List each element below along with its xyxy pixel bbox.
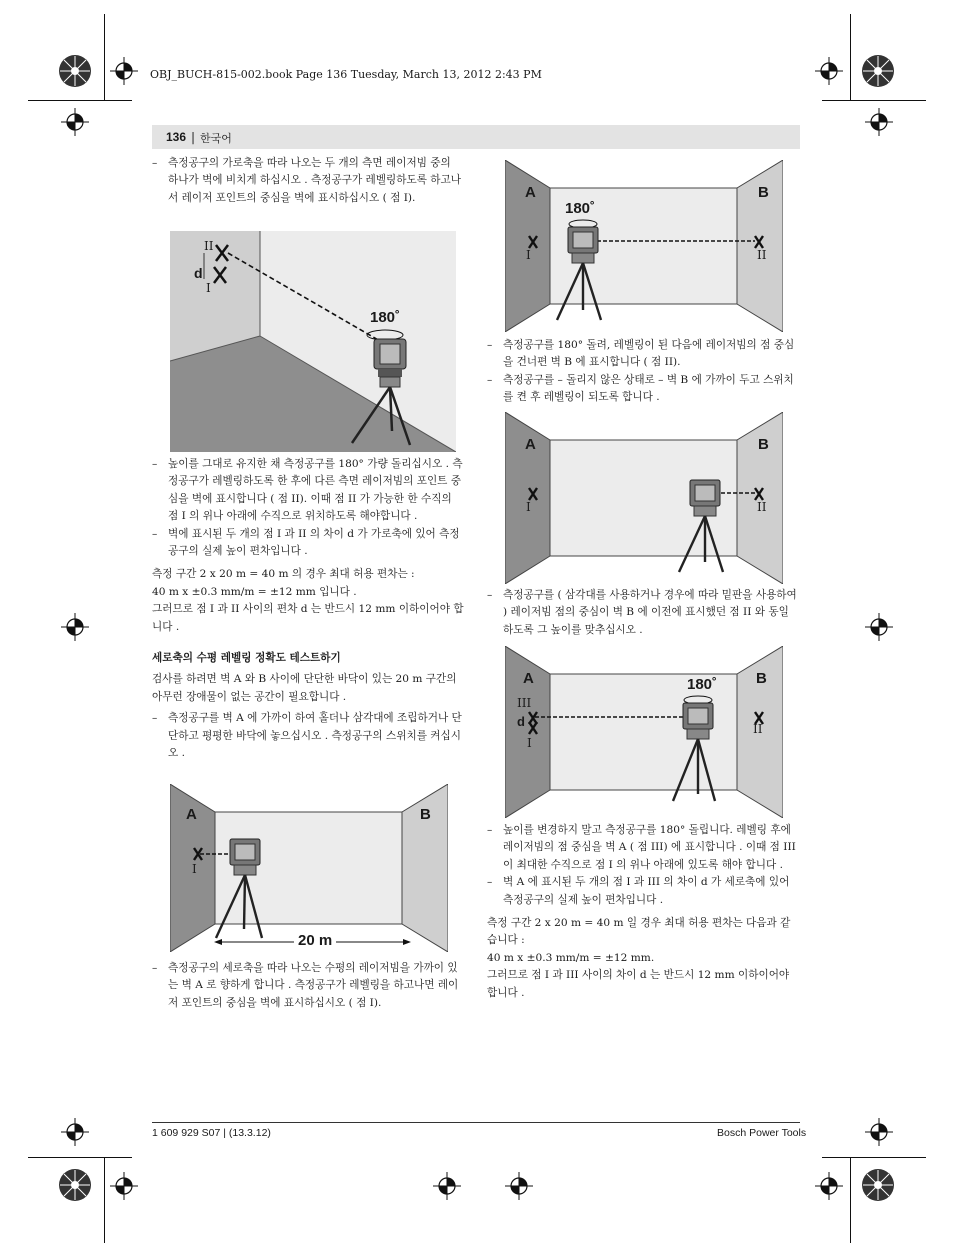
registration-crosshair-icon [505,1172,533,1200]
formula: 40 m x ±0.3 mm/m = ±12 mm. [487,951,655,964]
figure-label-point-ii: II [757,248,767,262]
registration-crosshair-icon [110,57,138,85]
wall-label-b: B [758,184,769,201]
registration-crosshair-icon [865,108,893,136]
registration-crosshair-icon [110,1172,138,1200]
figure-label-point-ii: II [204,239,214,253]
step-paragraph: – 측정공구의 가로축을 따라 나오는 두 개의 측면 레이저빔 중의 하나가 벽에 비치게 하십시오 . 측정공구가 레벨링하도록 하고나서 레이저 포인트의 중심을 벽에 표시하십시오 ( 점 I). [152,157,462,204]
registration-starburst-icon [861,54,895,88]
registration-crosshair-icon [61,1118,89,1146]
registration-crosshair-icon [865,1118,893,1146]
wall-label-a: A [186,806,197,823]
wall-label-a: A [525,184,536,201]
left-column-top [152,155,464,207]
crop-line [104,14,105,100]
paragraph: 측정 구간 2 x 20 m = 40 m 의 경우 최대 허용 편차는 : [152,568,415,581]
crop-line [822,1157,926,1158]
registration-starburst-icon [861,1168,895,1202]
step-paragraph: – 높이를 그대로 유지한 채 측정공구를 180° 가량 돌리십시오 . 측정공구가 레벨링하도록 한 후에 다른 측면 레이저빔의 포인트 중심을 벽에 표시합니다 ( 점 II). 이때 점 II 가 가능한 한 수직의 점 I 의 위나 아래에 수직으로 위치하도록 해야합니다 . [152,458,463,523]
paragraph: 검사를 하려면 벽 A 와 B 사이에 단단한 바닥이 있는 20 m 구간의 아무런 장애물이 없는 공간이 필요합니다 . [152,673,457,703]
registration-starburst-icon [58,54,92,88]
registration-crosshair-icon [61,613,89,641]
book-info: OBJ_BUCH-815-002.book Page 136 Tuesday, March 13, 2012 2:43 PM [150,68,542,81]
figure-5-rotate-180-mark-iii [505,646,783,818]
figure-label-d: d [517,714,525,729]
footer-rule [152,1122,800,1123]
paragraph: 그러므로 점 I 과 III 사이의 차이 d 는 반드시 12 mm 이하이어야 합니다 . [487,969,790,999]
page-number: 136 [166,130,187,144]
step-paragraph: – 측정공구를 180° 돌려, 레벨링이 된 다음에 레이저빔의 점 중심을 건너편 벽 B 에 표시합니다 ( 점 II). [487,339,795,369]
paragraph: 측정 구간 2 x 20 m = 40 m 일 경우 최대 허용 편차는 다음과 같습니다 : [487,917,791,947]
crop-line [850,1157,851,1243]
crop-line [850,14,851,100]
registration-crosshair-icon [865,613,893,641]
registration-starburst-icon [58,1168,92,1202]
figure-label-point-i: I [527,736,532,750]
header-language: 한국어 [200,132,232,145]
wall-label-b: B [758,436,769,453]
crop-line [28,100,132,101]
crop-line [822,100,926,101]
step-paragraph: – 높이를 변경하지 말고 측정공구를 180° 돌립니다. 레벨링 후에 레이저빔의 점 중심을 벽 A ( 점 III) 에 표시합니다 . 이때 점 III 이 최대한 수직으로 점 I 의 위나 아래에 있도록 해야 합니다 . [487,824,796,871]
wall-label-b: B [420,806,431,823]
figure-label-angle: 180˚ [687,676,718,693]
header-bar [152,125,800,149]
registration-crosshair-icon [61,108,89,136]
step-paragraph: – 벽 A 에 표시된 두 개의 점 I 과 III 의 차이 d 가 세로축에 있어 측정공구의 실제 높이 편차입니다 . [487,876,790,906]
step-paragraph: – 측정공구를 벽 A 에 가까이 하여 홀더나 삼각대에 조립하거나 단단하고 평평한 바닥에 놓으십시오 . 측정공구의 스위치를 켜십시오 . [152,712,462,760]
figure-label-point-ii: II [757,500,767,514]
figure-1-cross-axis-test [170,231,456,452]
figure-label-point-i: I [526,500,531,514]
right-column-top [487,337,799,407]
step-paragraph: – 측정공구의 세로축을 따라 나오는 수평의 레이저빔을 가까이 있는 벽 A 로 향하게 합니다 . 측정공구가 레벨링을 하고나면 레이저 포인트의 중심을 벽에 표시하십시오 ( 점 I). [152,962,459,1009]
section-heading: 세로축의 수평 레벨링 정확도 테스트하기 [152,652,341,665]
formula: 40 m x ±0.3 mm/m = ±12 mm 입니다 . [152,585,357,598]
step-paragraph: – 측정공구를 – 돌리지 않은 상태로 – 벽 B 에 가까이 두고 스위치를 켠 후 레벨링이 되도록 합니다 . [487,373,794,404]
registration-crosshair-icon [815,1172,843,1200]
footer-document-number: 1 609 929 S07 | (13.3.12) [152,1127,271,1139]
figure-label-point-i: I [206,281,211,295]
right-column-middle [487,587,799,639]
figure-label-point-iii: III [517,696,532,710]
crop-line [28,1157,132,1158]
figure-3-rotate-180 [505,160,783,332]
registration-crosshair-icon [815,57,843,85]
left-column-middle [152,456,464,763]
right-column-bottom [487,822,799,1002]
registration-crosshair-icon [433,1172,461,1200]
left-column-bottom [152,960,464,1012]
figure-label-distance: 20 m [294,932,336,949]
figure-label-point-i: I [192,862,197,876]
step-paragraph: – 벽에 표시된 두 개의 점 I 과 II 의 차이 d 가 가로축에 있어 측정공구의 실제 높이 편차입니다 . [152,527,460,558]
crop-line [104,1157,105,1243]
figure-label-angle: 180˚ [370,309,401,326]
figure-label-point-i: I [526,248,531,262]
footer-brand: Bosch Power Tools [717,1127,807,1139]
paragraph: 그러므로 점 I 과 II 사이의 편차 d 는 반드시 12 mm 이하이어야 합니다 . [152,603,464,633]
wall-label-a: A [525,436,536,453]
figure-2-longitudinal-setup [170,784,448,952]
figure-4-move-to-wall-b [505,412,783,584]
figure-label-angle: 180˚ [565,200,596,217]
wall-label-a: A [523,670,534,687]
header-separator: | [191,130,196,144]
figure-label-point-ii: II [753,722,763,736]
step-paragraph: – 측정공구를 ( 삼각대를 사용하거나 경우에 따라 밑판을 사용하여 ) 레이저빔 점의 중심이 벽 B 에 이전에 표시했던 점 II 와 동일하도록 그 높이를 맞추십시오 . [487,589,797,636]
figure-label-d: d [194,265,203,281]
wall-label-b: B [756,670,767,687]
